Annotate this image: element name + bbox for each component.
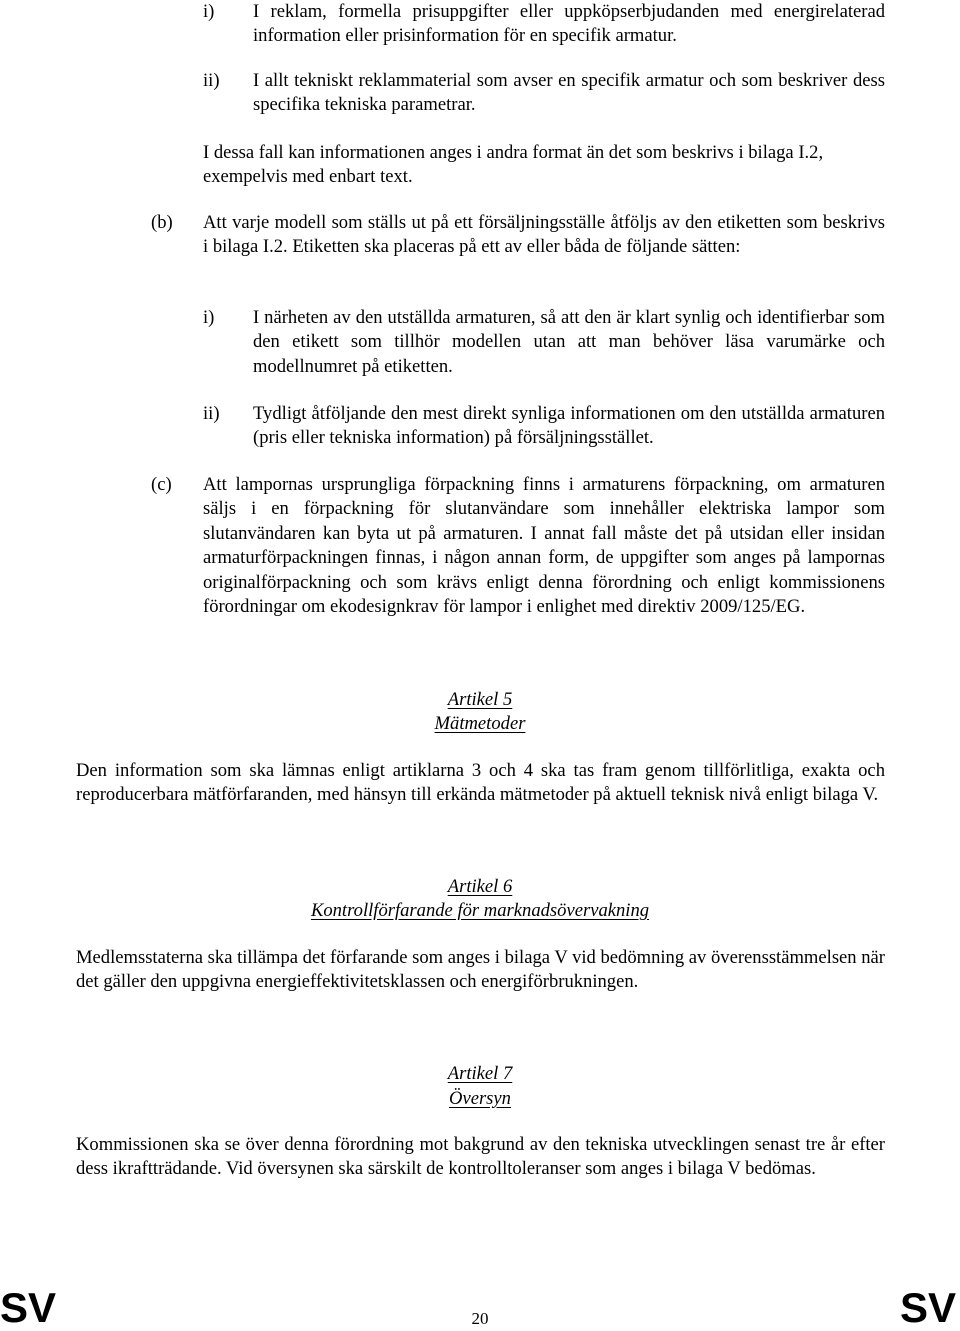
item-ii-label: ii): [203, 70, 220, 91]
section-a-item-ii-text: I allt tekniskt reklammaterial som avser en specifik armatur och som beskriver dess specifika tekniska parametrar.: [253, 70, 885, 116]
section-b-item-ii-text: Tydligt åtföljande den mest direkt synliga informationen om den utställda armaturen (pris eller tekniska information) på försäljningsstället.: [253, 403, 885, 449]
article-5-title: [0, 712, 960, 736]
article-6-number: [0, 875, 960, 899]
section-b-item-i-label: i): [203, 307, 215, 328]
article-5-number-text: Artikel 5: [447, 689, 513, 710]
section-c-label: (c): [151, 474, 172, 495]
article-6-text: Medlemsstaterna ska tillämpa det förfarande som anges i bilaga V vid bedömning av överensstämmelsen när det gäller den uppgivna energieffektivitetsklassen och energiförbrukningen.: [76, 947, 885, 993]
section-a-item-i-text: I reklam, formella prisuppgifter eller uppköpserbjudanden med energirelaterad information eller prisinformation för en specifik armatur.: [253, 1, 885, 47]
article-7-text: Kommissionen ska se över denna förordning mot bakgrund av den tekniska utvecklingen senast tre år efter dess ikraftträdande. Vid översynen ska särskilt de kontrolltoleranser som anges i bilaga V bedömas.: [76, 1134, 885, 1180]
section-b-item-ii-label: ii): [203, 403, 220, 424]
footer-language-left: SV: [0, 1284, 57, 1331]
article-5-title-text: Mätmetoder: [434, 713, 526, 734]
article-7-title: [0, 1087, 960, 1111]
section-a-note: I dessa fall kan informationen anges i andra format än det som beskrivs i bilaga I.2, exempelvis med enbart text.: [203, 142, 824, 188]
article-6-title: [0, 899, 960, 923]
article-5-text: Den information som ska lämnas enligt artiklarna 3 och 4 ska tas fram genom tillförlitliga, exakta och reproducerbara mätförfaranden, med hänsyn till erkända mätmetoder på aktuell teknisk nivå enligt bilaga V.: [76, 760, 885, 806]
article-6-number-text: Artikel 6: [447, 876, 513, 897]
footer-language-right: SV: [899, 1284, 956, 1331]
section-b-label: (b): [151, 212, 173, 233]
article-6-title-text: Kontrollförfarande för marknadsövervakning: [310, 900, 650, 921]
section-c-text: Att lampornas ursprungliga förpackning finns i armaturens förpackning, om armaturen säljs i en förpackning för slutanvändare som innehåller elektriska lampor som slutanvändaren kan byta ut på armaturen. I annat fall måste det på utsidan eller insidan armaturförpackningen finnas, i någon annan form, de uppgifter som anges på lampornas originalförpackning och som krävs enligt denna förordning och enligt kommissionens förordningar om ekodesignkrav för lampor i enlighet med direktiv 2009/125/EG.: [203, 474, 885, 618]
page-number: 20: [471, 1309, 489, 1328]
section-b-text: Att varje modell som ställs ut på ett försäljningsställe åtföljs av den etiketten som beskrivs i bilaga I.2. Etiketten ska placeras på ett av eller båda de följande sätten:: [203, 212, 885, 258]
article-5-number: [0, 688, 960, 712]
article-7-number: [0, 1062, 960, 1086]
article-7-number-text: Artikel 7: [447, 1063, 513, 1084]
article-7-title-text: Översyn: [449, 1088, 511, 1109]
item-i-label: i): [203, 1, 215, 22]
section-b-item-i-text: I närheten av den utställda armaturen, så att den är klart synlig och identifierbar som den etikett som tillhör modellen utan att man behöver läsa varumärke och modellnumret på etiketten.: [253, 307, 885, 377]
